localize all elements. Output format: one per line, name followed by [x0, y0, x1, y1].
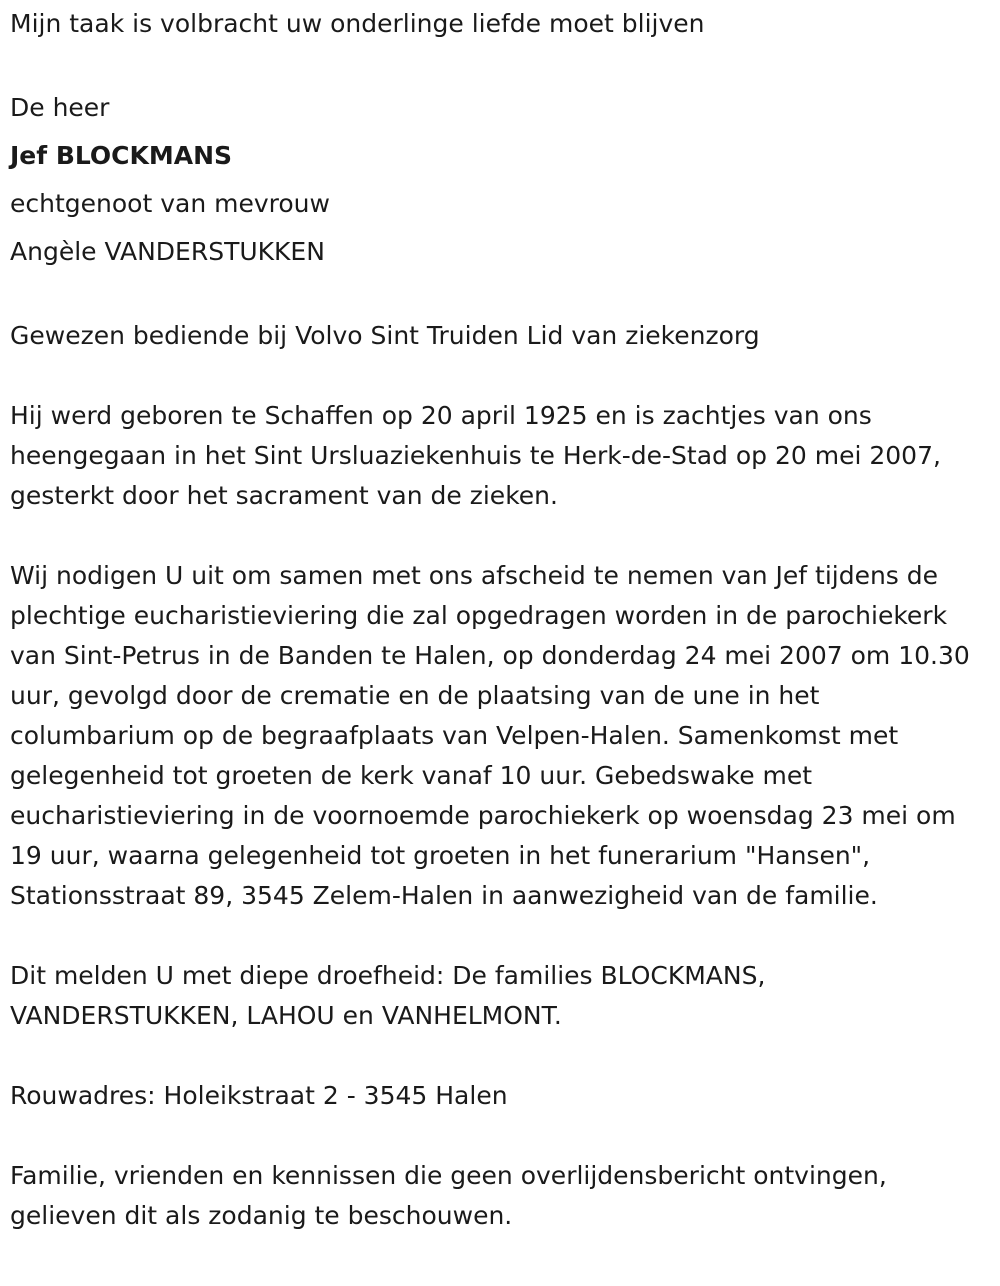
birth-death-paragraph: Hij werd geboren te Schaffen op 20 april 1925 en is zachtjes van ons heengegaan in het Sint Ursluaziekenhuis te Herk-de-Stad op 20 mei 2007, gesterkt door het sacrament van de zieken.: [10, 401, 941, 510]
deceased-block: [10, 84, 988, 276]
announcement-paragraph: Dit melden U met diepe droefheid: De families BLOCKMANS, VANDERSTUKKEN, LAHOU en VANHELMONT.: [10, 961, 766, 1030]
spouse-intro: echtgenoot van mevrouw: [10, 189, 330, 218]
title: De heer: [10, 93, 110, 122]
occupation: Gewezen bediende bij Volvo Sint Truiden Lid van ziekenzorg: [10, 321, 760, 350]
motto: Mijn taak is volbracht uw onderlinge liefde moet blijven: [10, 9, 705, 38]
ceremony-paragraph: Wij nodigen U uit om samen met ons afscheid te nemen van Jef tijdens de plechtige eucharistieviering die zal opgedragen worden in de parochiekerk van Sint-Petrus in de Banden te Halen, op donderdag 24 mei 2007 om 10.30 uur, gevolgd door de crematie en de plaatsing van de une in het columbarium op de begraafplaats van Velpen-Halen. Samenkomst met gelegenheid tot groeten de kerk vanaf 10 uur. Gebedswake met eucharistieviering in de voornoemde parochiekerk op woensdag 23 mei om 19 uur, waarna gelegenheid tot groeten in het funerarium "Hansen", Stationsstraat 89, 3545 Zelem-Halen in aanwezigheid van de familie.: [10, 561, 970, 910]
mourning-address: Rouwadres: Holeikstraat 2 - 3545 Halen: [10, 1081, 508, 1110]
spouse-name: Angèle VANDERSTUKKEN: [10, 237, 325, 266]
deceased-name: Jef BLOCKMANS: [10, 141, 233, 170]
closing-paragraph: Familie, vrienden en kennissen die geen overlijdensbericht ontvingen, gelieven dit als zodanig te beschouwen.: [10, 1161, 887, 1230]
